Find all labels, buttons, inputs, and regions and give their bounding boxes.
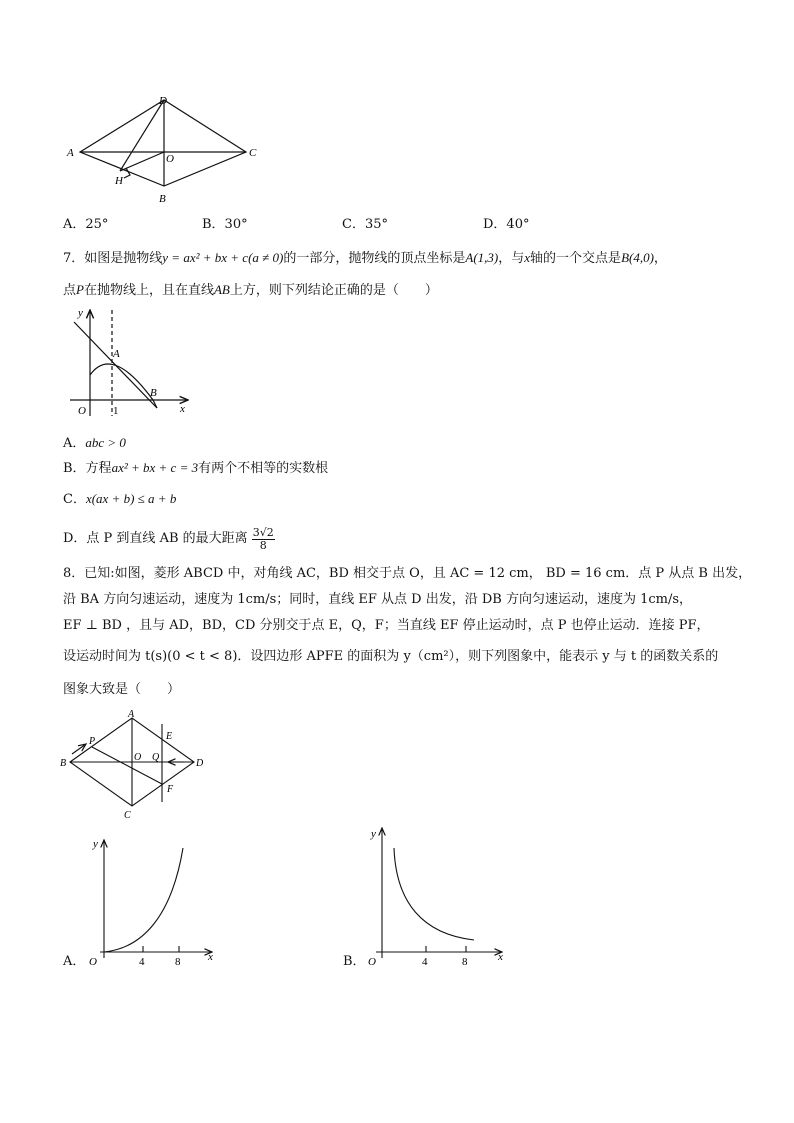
q7-stem-line1: 7．如图是抛物线y = ax² + bx + c(a ≠ 0)的一部分，抛物线的顶点坐标是A(1,3)，与x轴的一个交点是B(4,0)， <box>63 250 667 266</box>
graph-a-label-4: 4 <box>139 956 145 968</box>
label-c: C <box>249 147 257 159</box>
q7-parabola-equation: y = ax² + bx + c(a ≠ 0) <box>162 250 284 265</box>
graph-b-label-o: O <box>368 956 376 968</box>
q8-label-f: F <box>167 784 174 795</box>
q6-option-b: B．30° <box>202 217 248 232</box>
q8-label-a: A <box>128 709 135 720</box>
q6-option-a: A．25° <box>63 217 109 232</box>
graph-b-label-x: x <box>498 951 503 963</box>
q8-stem-line3: EF ⊥ BD ，且与 AD，BD，CD 分别交于点 E，Q，F；当直线 EF 停止运动时，点 P 也停止运动．连接 PF， <box>63 618 710 633</box>
q7-label-b: B <box>150 387 157 399</box>
graph-b-curve <box>394 848 474 940</box>
label-o: O <box>166 153 174 165</box>
graph-a-label-y: y <box>93 838 98 850</box>
q8-graph-b-option: B． <box>343 954 366 969</box>
rhombus-outline <box>80 100 246 186</box>
q8-stem-line2: 沿 BA 方向匀速运动，速度为 1cm/s；同时，直线 EF 从点 D 出发，沿 DB 方向匀速运动，速度为 1cm/s， <box>63 592 693 607</box>
q8-label-b: B <box>60 758 67 769</box>
q7-option-d-fraction: $\frac{3√2}{8}$ <box>252 525 274 552</box>
label-d: D <box>159 95 167 107</box>
q8-stem-line1: 8．已知:如图，菱形 ABCD 中，对角线 AC，BD 相交于点 O，且 AC = 12 cm， BD = 16 cm．点 P 从点 B 出发， <box>63 566 752 581</box>
graph-b-label-8: 8 <box>462 956 468 968</box>
q6-option-c: C．35° <box>342 217 388 232</box>
graph-a-label-o: O <box>89 956 97 968</box>
q8-graph-a-option: A． <box>63 954 86 969</box>
q7-intersection: B(4,0) <box>621 250 654 265</box>
label-b: B <box>159 193 166 205</box>
q7-option-a: A．abc > 0 <box>63 435 126 451</box>
q8-stem-line5: 图象大致是（ ） <box>63 682 181 697</box>
q8-label-c: C <box>124 810 131 821</box>
q8-graph-b <box>364 822 514 968</box>
q8-stem-line4: 设运动时间为 t(s)(0 < t < 8)．设四边形 APFE 的面积为 y（cm²），则下列图象中，能表示 y 与 t 的函数关系的 <box>63 649 719 664</box>
q6-rhombus-figure <box>60 92 270 210</box>
graph-b-label-4: 4 <box>422 956 428 968</box>
q7-parabola-graph <box>60 304 200 420</box>
graph-b-label-y: y <box>371 828 376 840</box>
q8-label-e: E <box>166 731 173 742</box>
q7-label-y: y <box>78 307 83 319</box>
graph-a-curve <box>104 848 183 952</box>
graph-a-label-x: x <box>208 951 213 963</box>
label-h: H <box>115 175 123 187</box>
q8-rhombus-figure <box>58 706 218 824</box>
segment-dh <box>120 100 164 171</box>
q7-vertex: A(1,3) <box>465 250 499 265</box>
q7-label-a: A <box>113 348 120 360</box>
graph-a-label-8: 8 <box>175 956 181 968</box>
label-a: A <box>67 147 74 159</box>
q7-option-c: C．x(ax + b) ≤ a + b <box>63 491 177 507</box>
q8-label-d: D <box>196 758 204 769</box>
q7-parabola-curve <box>90 364 157 408</box>
q8-graph-a <box>84 834 224 968</box>
q7-option-d: D．点 P 到直线 AB 的最大距离 $\frac{3√2}{8}$ <box>63 525 274 552</box>
q8-label-q: Q <box>152 752 160 763</box>
q7-stem-line2: 点P在抛物线上，且在直线AB上方，则下列结论正确的是（ ） <box>63 282 438 298</box>
q8-label-o: O <box>134 752 142 763</box>
q8-label-p: P <box>89 736 96 747</box>
q6-option-d: D．40° <box>483 217 530 232</box>
q7-label-one: 1 <box>113 405 119 417</box>
q7-option-b: B．方程ax² + bx + c = 3有两个不相等的实数根 <box>63 460 329 476</box>
q7-label-x: x <box>180 403 185 415</box>
q7-label-o: O <box>78 405 86 417</box>
